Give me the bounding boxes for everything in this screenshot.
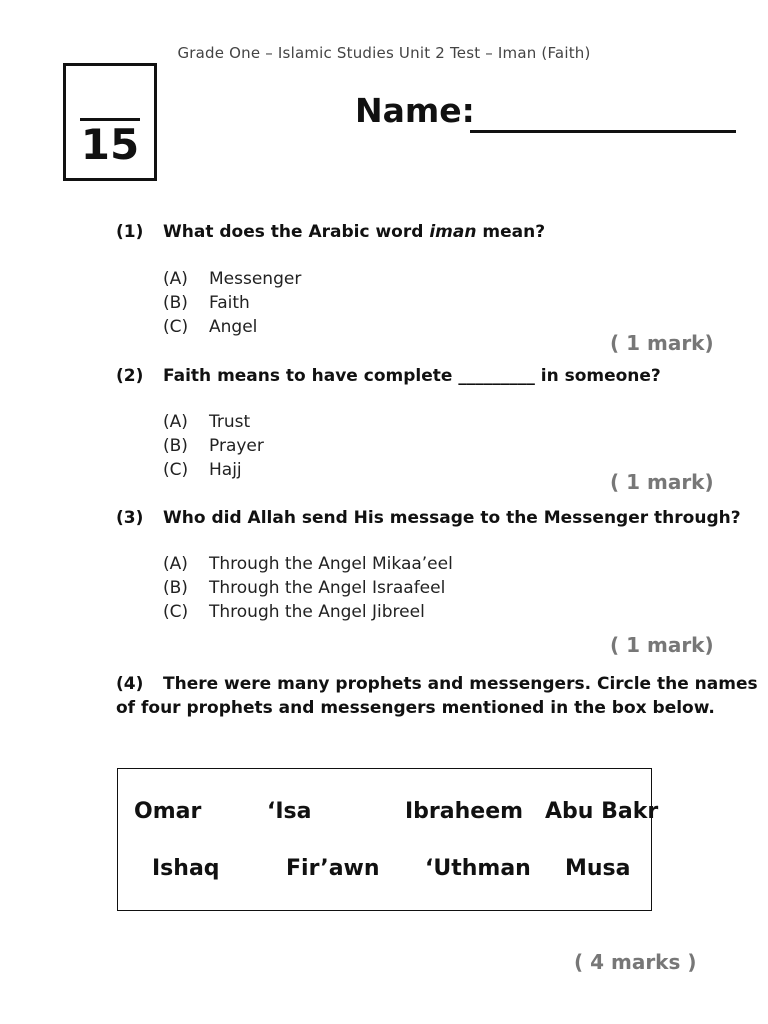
question-1-number: (1) <box>116 222 144 242</box>
option-letter: (C) <box>163 602 189 622</box>
name-choice-ibraheem[interactable]: Ibraheem <box>405 799 524 824</box>
option-text[interactable]: Prayer <box>209 436 264 456</box>
name-blank-line <box>470 130 736 133</box>
name-choice-abu-bakr[interactable]: Abu Bakr <box>545 799 659 824</box>
name-choice-uthman[interactable]: ‘Uthman <box>425 856 531 881</box>
question-1-text <box>163 224 545 241</box>
name-choice-isa[interactable]: ‘Isa <box>267 799 312 824</box>
option-letter: (A) <box>163 412 188 432</box>
question-3-number: (3) <box>116 508 144 528</box>
option-letter: (C) <box>163 460 189 480</box>
name-choice-omar[interactable]: Omar <box>134 799 202 824</box>
option-text[interactable]: Hajj <box>209 460 242 480</box>
name-choice-firawn[interactable]: Fir’awn <box>286 856 380 881</box>
option-text[interactable]: Through the Angel Jibreel <box>209 602 425 622</box>
question-1-text-part: What does the Arabic word <box>163 222 430 242</box>
option-text[interactable]: Messenger <box>209 269 302 289</box>
score-box <box>63 63 157 181</box>
option-text[interactable]: Angel <box>209 317 258 337</box>
option-letter: (A) <box>163 554 188 574</box>
name-label: Name: <box>355 91 475 130</box>
question-2-marks: ( 1 mark) <box>610 470 714 494</box>
option-text[interactable]: Trust <box>209 412 251 432</box>
question-1-marks: ( 1 mark) <box>610 331 714 355</box>
question-4-marks: ( 4 marks ) <box>574 950 697 974</box>
option-letter: (A) <box>163 269 188 289</box>
question-3-marks: ( 1 mark) <box>610 633 714 657</box>
question-2-number: (2) <box>116 366 144 386</box>
score-total: 15 <box>80 120 140 169</box>
option-letter: (B) <box>163 436 188 456</box>
option-letter: (C) <box>163 317 189 337</box>
option-letter: (B) <box>163 578 188 598</box>
question-1-text-part: mean? <box>476 222 546 242</box>
question-4-number: (4) <box>116 674 144 694</box>
name-choice-musa[interactable]: Musa <box>565 856 631 881</box>
question-1-italic-word: iman <box>429 222 477 242</box>
option-text[interactable]: Through the Angel Israafeel <box>209 578 446 598</box>
option-letter: (B) <box>163 293 188 313</box>
question-4-text-line-1: There were many prophets and messengers. Circle the names <box>163 674 758 694</box>
name-choice-ishaq[interactable]: Ishaq <box>152 856 220 881</box>
question-3-text: Who did Allah send His message to the Messenger through? <box>163 508 741 528</box>
test-header: Grade One – Islamic Studies Unit 2 Test – Iman (Faith) <box>177 44 591 62</box>
question-4-text-line-2: of four prophets and messengers mentioned in the box below. <box>116 698 715 718</box>
prophets-names-box <box>117 768 652 911</box>
option-text[interactable]: Through the Angel Mikaa’eel <box>209 554 453 574</box>
option-text[interactable]: Faith <box>209 293 250 313</box>
question-2-text: Faith means to have complete _________ in someone? <box>163 366 661 386</box>
